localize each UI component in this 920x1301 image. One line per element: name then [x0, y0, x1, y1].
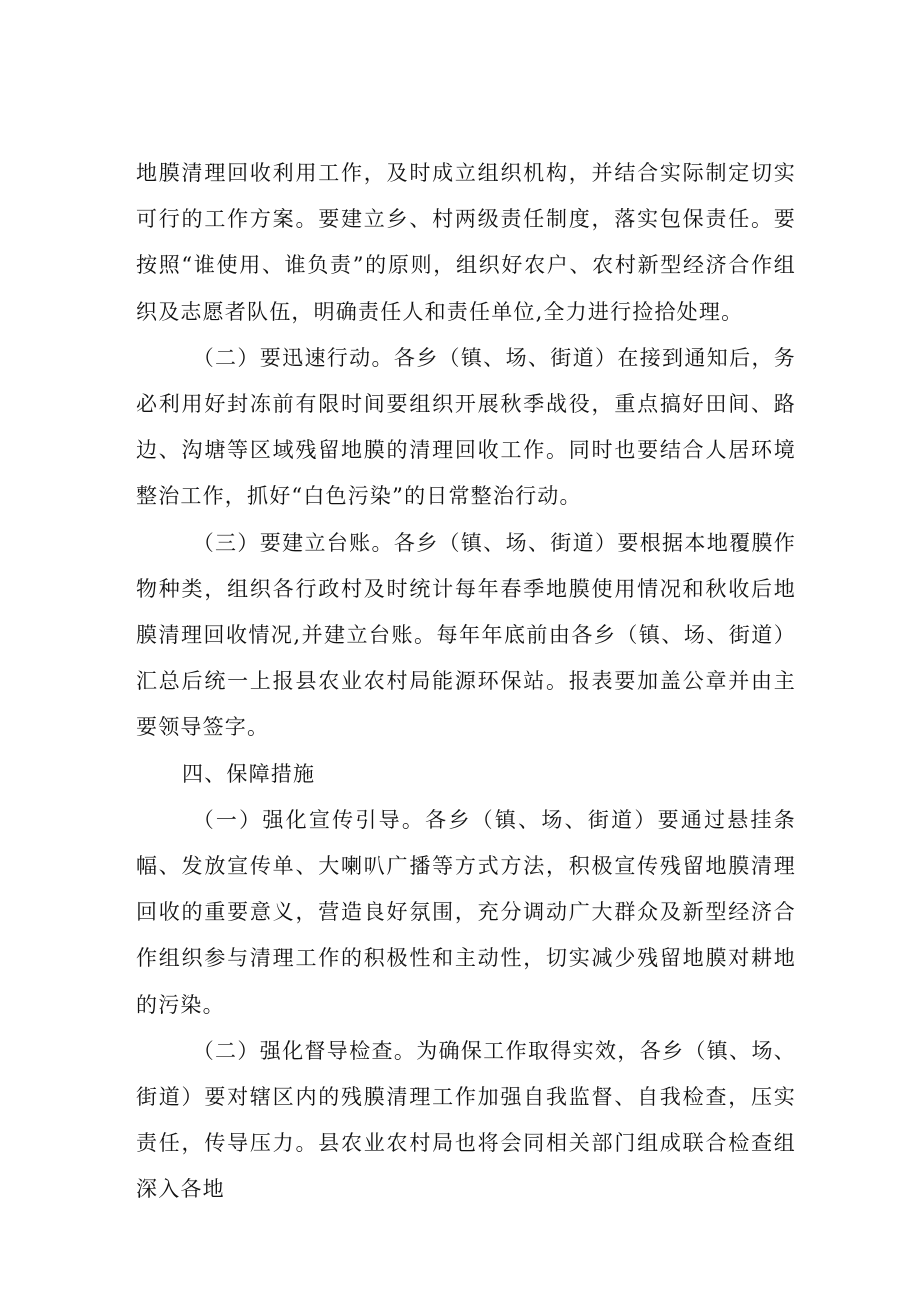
paragraph-item-2-supervision: （二）强化督导检查。为确保工作取得实效，各乡（镇、场、街道）要对辖区内的残膜清理工作加强自我监督、自我检查，压实责任，传导压力。县农业农村局也将会同相关部门组成联合检查组深入各地: [136, 1038, 796, 1202]
paragraph-item-1-publicity: （一）强化宣传引导。各乡（镇、场、街道）要通过悬挂条幅、发放宣传单、大喇叭广播等方式方法，积极宣传残留地膜清理回收的重要意义，营造良好氛围，充分调动广大群众及新型经济合作组织参与清理工作的积极性和主动性，切实减少残留地膜对耕地的污染。: [136, 807, 796, 1017]
section-heading-safeguards: 四、保障措施: [182, 761, 316, 786]
paragraph-item-3-ledger: （三）要建立台账。各乡（镇、场、街道）要根据本地覆膜作物种类，组织各行政村及时统计每年春季地膜使用情况和秋收后地膜清理回收情况,并建立台账。每年年底前由各乡（镇、场、街道）汇总后统一上报县农业农村局能源环保站。报表要加盖公章并由主要领导签字。: [136, 530, 796, 740]
document-body: [136, 150, 796, 1213]
paragraph-item-2-act-quickly: （二）要迅速行动。各乡（镇、场、街道）在接到通知后，务必利用好封冻前有限时间要组织开展秋季战役，重点搞好田间、路边、沟塘等区域残留地膜的清理回收工作。同时也要结合人居环境整治工作，抓好“白色污染”的日常整治行动。: [136, 345, 796, 509]
paragraph-continuation: 地膜清理回收利用工作，及时成立组织机构，并结合实际制定切实可行的工作方案。要建立乡、村两级责任制度，落实包保责任。要按照“谁使用、谁负责”的原则，组织好农户、农村新型经济合作组织及志愿者队伍，明确责任人和责任单位,全力进行捡拾处理。: [136, 161, 796, 324]
